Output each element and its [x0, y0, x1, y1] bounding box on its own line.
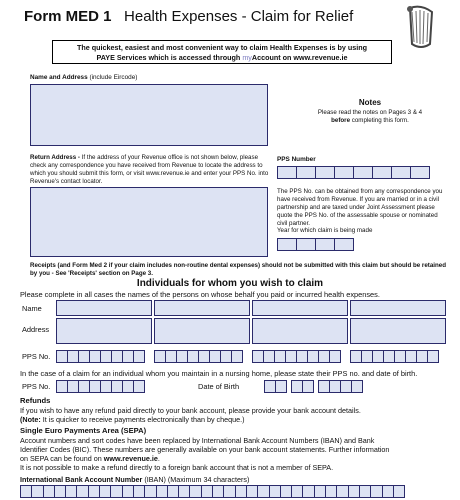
return-address-label: Return Address -: [30, 154, 82, 161]
dob-boxes[interactable]: [264, 380, 362, 393]
sepa-line-3c: .: [157, 454, 160, 463]
individual-name-field[interactable]: [350, 300, 446, 316]
year-boxes[interactable]: [277, 238, 353, 251]
banner-line-1: The quickest, easiest and most convenient way to claim Health Expenses is by using: [77, 43, 367, 52]
dob-digit-box[interactable]: [351, 380, 363, 393]
banner-line-2: [53, 53, 391, 63]
sepa-line-4: It is not possible to make a refund directly to a foreign bank account that is not a member of SEPA.: [20, 463, 334, 472]
individual-pps-digit-box[interactable]: [133, 350, 145, 363]
dob-digit-box[interactable]: [275, 380, 287, 393]
iban-hint: (IBAN) (Maximum 34 characters): [144, 475, 250, 484]
individuals-instruction: Please complete in all cases the names of the persons on whose behalf you paid or incurred health expenses.: [20, 290, 380, 299]
name-address-title: Name and Address: [30, 74, 88, 81]
individuals-title: Individuals for whom you wish to claim: [136, 278, 324, 289]
nursing-home-text: In the case of a claim for an individual whom you maintain in a nursing home, please state their PPS no. and date of birth.: [20, 369, 418, 378]
year-digit-box[interactable]: [315, 238, 335, 251]
sepa-title: Single Euro Payments Area (SEPA): [20, 426, 147, 435]
individual-pps-digit-box[interactable]: [427, 350, 439, 363]
pps-digit-box[interactable]: [315, 166, 335, 179]
refunds-text: [20, 406, 361, 424]
address-row-label: Address: [22, 325, 50, 334]
iban-boxes[interactable]: [20, 485, 404, 498]
pps-number-boxes[interactable]: [277, 166, 429, 179]
nursing-pps-label: PPS No.: [22, 382, 51, 391]
revenue-link[interactable]: www.revenue.ie: [103, 454, 158, 463]
banner-text: PAYE Services which is accessed through: [96, 53, 243, 62]
my-account-brand: my: [242, 53, 252, 62]
refunds-line-1: If you wish to have any refund paid directly to your bank account, please provide your bank account details.: [20, 406, 361, 415]
pps-digit-box[interactable]: [410, 166, 430, 179]
return-address-field[interactable]: [30, 187, 268, 257]
notes-rest: completing this form.: [350, 117, 409, 124]
pps-digit-box[interactable]: [353, 166, 373, 179]
form-title: [24, 8, 353, 25]
individual-address-field[interactable]: [56, 318, 152, 344]
name-address-label: [30, 74, 137, 81]
notes-block: [300, 98, 440, 125]
notes-line-1: Please read the notes on Pages 3 & 4: [317, 109, 423, 116]
notes-before: before: [331, 117, 351, 124]
nursing-pps-boxes[interactable]: [56, 380, 144, 393]
refunds-line-2: [20, 415, 361, 424]
form-number: Form MED 1: [24, 8, 112, 25]
return-address-body: If the address of your Revenue office is not shown below, please check any correspondence you have received from Revenue to locate the address to which you should submit this form, or visit www.revenue.ie and enter your PPS No. into Revenue's contact locator.: [30, 154, 269, 185]
iban-char-box[interactable]: [393, 485, 405, 498]
pps-digit-box[interactable]: [391, 166, 411, 179]
nursing-pps-digit-box[interactable]: [133, 380, 145, 393]
individual-pps-boxes[interactable]: [350, 350, 438, 363]
pps-number-label: PPS Number: [277, 156, 316, 163]
dob-label: Date of Birth: [198, 382, 240, 391]
paye-banner: [52, 40, 392, 64]
notes-line-2: [300, 117, 440, 125]
individual-pps-digit-box[interactable]: [231, 350, 243, 363]
pps-digit-box[interactable]: [296, 166, 316, 179]
individual-address-field[interactable]: [350, 318, 446, 344]
dob-digit-box[interactable]: [302, 380, 314, 393]
year-label: Year for which claim is being made: [277, 227, 373, 234]
individual-name-field[interactable]: [252, 300, 348, 316]
pps-digit-box[interactable]: [334, 166, 354, 179]
sepa-text: [20, 436, 450, 472]
individual-address-field[interactable]: [252, 318, 348, 344]
refunds-note-label: (Note:: [20, 415, 41, 424]
name-address-field[interactable]: [30, 84, 268, 146]
pps-note: The PPS No. can be obtained from any correspondence you have received from Revenue. If you are married or in a civil partnership and are taxed under Joint Assessment please quote the PPS No. of the assessable spouse or nominated civil partner.: [277, 188, 443, 227]
receipts-notice: Receipts (and Form Med 2 if your claim includes non-routine dental expenses) should not be submitted with this claim but should be retained by you - See 'Receipts' section on Page 3.: [30, 262, 446, 277]
individual-name-field[interactable]: [154, 300, 250, 316]
pps-digit-box[interactable]: [372, 166, 392, 179]
form-heading: Health Expenses - Claim for Relief: [124, 8, 354, 25]
sepa-line-3a: on SEPA can be found on: [20, 454, 104, 463]
sepa-line-2: Identifier Codes (BIC). These numbers are generally available on your bank account statements. Further information: [20, 445, 390, 454]
individual-address-field[interactable]: [154, 318, 250, 344]
year-digit-box[interactable]: [334, 238, 354, 251]
sepa-line-3: [20, 454, 450, 463]
individual-pps-boxes[interactable]: [252, 350, 340, 363]
year-digit-box[interactable]: [296, 238, 316, 251]
iban-label: [20, 475, 249, 484]
refunds-note-text: It is quicker to receive payments electronically than by cheque.): [40, 415, 245, 424]
refunds-title: Refunds: [20, 396, 51, 405]
individual-pps-digit-box[interactable]: [329, 350, 341, 363]
individual-pps-label: PPS No.: [22, 352, 51, 361]
name-row-label: Name: [22, 304, 42, 313]
individual-pps-boxes[interactable]: [56, 350, 144, 363]
year-digit-box[interactable]: [277, 238, 297, 251]
individual-name-field[interactable]: [56, 300, 152, 316]
return-address-text: [30, 154, 270, 186]
name-address-hint: (include Eircode): [89, 74, 138, 81]
individual-pps-boxes[interactable]: [154, 350, 242, 363]
harp-crest-icon: [404, 4, 438, 52]
iban-title: International Bank Account Number: [20, 475, 143, 484]
notes-title: Notes: [358, 98, 382, 107]
banner-text-end: Account on www.revenue.ie: [251, 53, 348, 62]
sepa-line-1: Account numbers and sort codes have been replaced by International Bank Account Numbers (IBAN) and Bank: [20, 436, 375, 445]
pps-digit-box[interactable]: [277, 166, 297, 179]
